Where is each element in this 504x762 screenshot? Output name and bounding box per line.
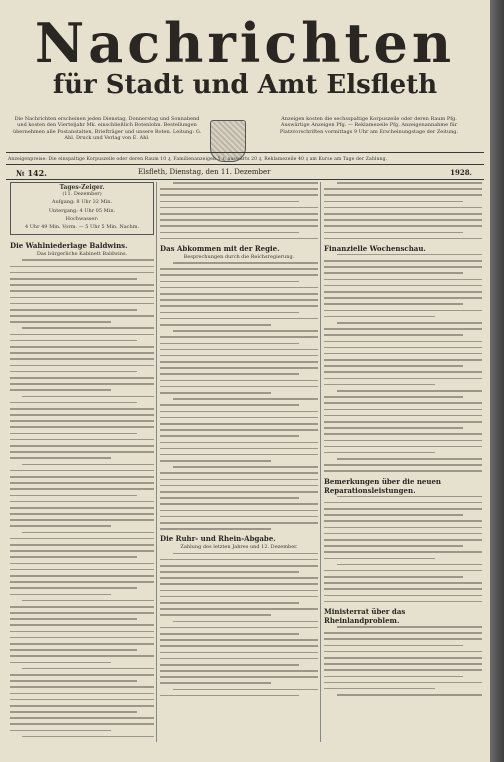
text-line [173, 182, 318, 184]
newspaper-subtitle: für Stadt und Amt Elsfleth [52, 70, 438, 100]
text-line [160, 225, 318, 227]
text-line [324, 682, 482, 684]
text-line [160, 293, 318, 295]
masthead [8, 10, 482, 146]
text-line [324, 570, 482, 572]
text-line [324, 520, 482, 522]
article-headline: Ministerrat über das Rheinlandproblem. [324, 607, 406, 625]
text-line [10, 693, 154, 695]
text-line [160, 194, 318, 196]
text-line [10, 272, 154, 274]
text-line [324, 384, 435, 386]
text-line [324, 303, 463, 305]
text-line [10, 352, 154, 354]
text-line [160, 645, 318, 647]
text-line [10, 717, 154, 719]
page-edge [490, 0, 504, 762]
text-line [324, 651, 482, 653]
issue-year: 1928. [450, 168, 472, 177]
text-line [173, 621, 318, 623]
text-line [10, 507, 154, 509]
text-line [160, 602, 299, 604]
text-line [22, 396, 154, 398]
text-line [160, 268, 318, 270]
text-line [160, 274, 318, 276]
text-line [10, 519, 154, 521]
text-line [10, 290, 154, 292]
text-line [324, 588, 482, 590]
text-line [10, 674, 154, 676]
text-line [160, 448, 318, 450]
text-line [160, 590, 318, 592]
text-line [160, 454, 318, 456]
text-line [324, 347, 482, 349]
text-line [10, 680, 137, 682]
text-line [10, 457, 111, 459]
article-body [160, 262, 318, 530]
text-line [10, 649, 137, 651]
text-line [160, 497, 299, 499]
text-line [324, 663, 482, 665]
column-middle [160, 182, 318, 701]
text-line [337, 322, 482, 324]
text-line [160, 676, 318, 678]
text-line [10, 420, 154, 422]
text-line [10, 402, 137, 404]
text-line [324, 232, 463, 234]
text-line [10, 451, 154, 453]
text-line [160, 318, 318, 320]
text-line [324, 582, 482, 584]
text-line [160, 392, 271, 394]
article-headline: Finanzielle Wochenschau. [324, 243, 426, 253]
text-line [10, 365, 154, 367]
text-line [160, 361, 318, 363]
text-line [10, 340, 137, 342]
text-line [10, 581, 154, 583]
text-line [337, 254, 482, 256]
text-line [160, 188, 318, 190]
text-line [324, 365, 463, 367]
text-line [324, 297, 482, 299]
text-line [324, 632, 482, 634]
text-line [160, 380, 318, 382]
text-line [337, 694, 482, 696]
text-line [160, 312, 299, 314]
text-line [10, 482, 154, 484]
text-line [173, 398, 318, 400]
text-line [337, 626, 482, 628]
text-line [160, 522, 318, 524]
text-line [160, 633, 299, 635]
text-line [324, 464, 482, 466]
text-line [160, 472, 318, 474]
text-line [10, 377, 154, 379]
text-line [324, 291, 482, 293]
text-line [160, 207, 318, 209]
text-line [10, 631, 154, 633]
text-line [10, 594, 111, 596]
text-line [160, 695, 299, 697]
text-line [10, 637, 154, 639]
text-line [324, 502, 482, 504]
text-line [324, 514, 463, 516]
text-line [160, 238, 318, 240]
text-line [10, 297, 154, 299]
text-line [10, 711, 137, 713]
text-line [160, 614, 271, 616]
text-line [324, 225, 482, 227]
text-line [160, 367, 318, 369]
article-body [160, 182, 318, 239]
text-line [10, 643, 154, 645]
text-line [324, 539, 482, 541]
text-line [160, 404, 299, 406]
tages-zeiger-box [10, 182, 154, 235]
text-line [324, 595, 482, 597]
text-line [160, 516, 318, 518]
text-line [324, 316, 435, 318]
issue-number: № 142. [16, 168, 47, 178]
text-line [324, 421, 482, 423]
text-line [324, 207, 482, 209]
text-line [324, 533, 482, 535]
text-line [173, 689, 318, 691]
newspaper-title: Nachrichten [34, 11, 456, 75]
text-line [324, 213, 482, 215]
text-line [324, 645, 463, 647]
text-line [324, 657, 482, 659]
text-line [10, 544, 154, 546]
text-line [10, 433, 137, 435]
text-line [10, 563, 154, 565]
article-headline: Das Abkommen mit der Regie. [160, 243, 280, 253]
text-line [324, 188, 482, 190]
text-line [324, 285, 482, 287]
text-line [10, 284, 154, 286]
text-line [10, 550, 154, 552]
column-right [324, 182, 482, 700]
text-line [160, 658, 318, 660]
text-line [324, 551, 482, 553]
text-line [173, 466, 318, 468]
text-line [324, 409, 482, 411]
text-line [160, 386, 318, 388]
text-line [160, 670, 318, 672]
divider [6, 179, 484, 180]
text-line [324, 201, 463, 203]
advertising-rates: Anzeigenpreise: Die einspaltige Korpuszeile oder deren Raum 10 ₰, Familienanzeigen 5 ₰, auswärts 20 ₰, Reklamezeile 40 ₰ am Kurse am Tage der Zahlung. [8, 157, 388, 162]
text-line [324, 638, 482, 640]
subscription-info: Die Nachrichten erscheinen jeden Dienstag, Donnerstag und Sonnabend und kosten den Vierteljahr Mk. einschließlich Botenlohn. Bestellungen übernehmen alle Postanstalten, Briefträger und unsere Boten. Leitung: G. Ahl. Druck und Verlag von E. Ahl. [12, 116, 202, 142]
article-body [160, 553, 318, 697]
text-line [324, 266, 482, 268]
text-line [10, 612, 154, 614]
text-line [22, 327, 154, 329]
text-line [160, 305, 318, 307]
text-line [324, 310, 482, 312]
article-body [324, 182, 482, 239]
text-line [324, 440, 482, 442]
text-line [10, 501, 154, 503]
text-line [324, 527, 482, 529]
text-line [324, 688, 435, 690]
text-line [337, 458, 482, 460]
text-line [10, 278, 137, 280]
text-line [10, 723, 154, 725]
text-line [324, 194, 482, 196]
article-headline: Die Wahlniederlage Baldwins. [10, 241, 128, 251]
text-line [324, 219, 482, 221]
text-line [10, 587, 137, 589]
column-left [10, 182, 154, 742]
text-line [10, 358, 154, 360]
text-line [324, 669, 482, 671]
text-line [160, 479, 318, 481]
text-line [160, 565, 318, 567]
article-body [324, 626, 482, 696]
article-subheadline: Das bürgerliche Kabinett Baldwins. [36, 251, 128, 258]
text-line [160, 435, 299, 437]
text-line [160, 528, 271, 530]
text-line [160, 627, 318, 629]
text-line [10, 699, 154, 701]
text-line [160, 281, 299, 283]
text-line [324, 359, 482, 361]
text-line [324, 446, 482, 448]
text-line [337, 390, 482, 392]
text-line [10, 606, 154, 608]
text-line [324, 558, 435, 560]
text-line [324, 328, 482, 330]
text-line [160, 417, 318, 419]
text-line [160, 682, 271, 684]
text-line [324, 353, 482, 355]
text-line [160, 652, 318, 654]
text-line [160, 460, 271, 462]
text-line [324, 427, 463, 429]
text-line [324, 545, 463, 547]
text-line [160, 559, 318, 561]
text-line [324, 238, 482, 240]
text-line [160, 664, 299, 666]
text-line [160, 491, 318, 493]
text-line [10, 525, 111, 527]
text-line [324, 334, 463, 336]
text-line [160, 503, 318, 505]
text-line [160, 373, 299, 375]
text-line [10, 266, 154, 268]
text-line [22, 736, 154, 738]
text-line [160, 442, 318, 444]
divider [6, 152, 484, 153]
text-line [22, 600, 154, 602]
text-line [324, 433, 482, 435]
text-line [10, 575, 154, 577]
text-line [324, 576, 463, 578]
text-line [10, 315, 154, 317]
article-body [324, 496, 482, 603]
text-line [160, 510, 318, 512]
text-line [160, 571, 299, 573]
text-line [10, 618, 137, 620]
text-line [22, 464, 154, 466]
column-divider [156, 182, 157, 742]
text-line [10, 730, 111, 732]
text-line [160, 485, 318, 487]
text-line [160, 336, 318, 338]
text-line [324, 396, 463, 398]
text-line [10, 705, 154, 707]
text-line [324, 341, 482, 343]
text-line [324, 272, 463, 274]
text-line [160, 287, 318, 289]
text-line [160, 577, 318, 579]
text-line [22, 259, 154, 261]
text-line [324, 279, 482, 281]
text-line [160, 232, 299, 234]
text-line [160, 201, 299, 203]
text-line [324, 402, 482, 404]
article-subheadline: Besprechungen durch die Reichsregierung. [183, 253, 295, 260]
box-line: Hochwasser: [65, 215, 99, 222]
text-line [10, 624, 154, 626]
text-line [160, 583, 318, 585]
text-line [160, 639, 318, 641]
text-line [10, 569, 154, 571]
text-line [22, 668, 154, 670]
text-line [160, 219, 318, 221]
text-line [10, 414, 154, 416]
text-line [324, 676, 463, 678]
divider [6, 164, 484, 165]
text-line [160, 411, 318, 413]
text-line [324, 260, 482, 262]
box-line: 4 Uhr 49 Min. Vorm. — 5 Uhr 5 Min. Nachm. [24, 224, 140, 231]
text-line [10, 470, 154, 472]
text-line [324, 470, 482, 472]
text-line [173, 330, 318, 332]
text-line [324, 371, 482, 373]
text-line [10, 495, 137, 497]
column-divider [320, 182, 321, 742]
box-line: Untergang: 4 Uhr 05 Min. [48, 207, 116, 214]
box-title: Tages-Zeiger. [59, 184, 105, 191]
text-line [160, 355, 318, 357]
text-line [324, 415, 482, 417]
text-line [10, 513, 154, 515]
text-line [160, 324, 271, 326]
dateline [8, 168, 482, 178]
text-line [10, 309, 137, 311]
text-line [324, 452, 435, 454]
text-line [160, 299, 318, 301]
text-line [10, 334, 154, 336]
text-line [10, 538, 154, 540]
text-line [160, 608, 318, 610]
article-subheadline: Zahlung des letzten Jahres und 12. Dezember. [180, 544, 298, 551]
place-date: Elsfleth, Dienstag, den 11. Dezember [138, 168, 271, 176]
box-line: Aufgang: 8 Uhr 32 Min. [51, 199, 113, 206]
text-line [10, 556, 137, 558]
box-date: (11. Dezember) [62, 191, 102, 198]
text-line [173, 553, 318, 555]
text-line [10, 303, 154, 305]
advertising-info: Anzeigen kosten die sechsspaltige Korpuszeile oder deren Raum Pfg. Auswärtige Anzeigen Pfg. — Reklamezeile Pfg. Anzeigenannahme für Platzvorschriften vormittags 9 Uhr am Erscheinungstage der Zeitung. [279, 116, 459, 135]
text-line [160, 596, 318, 598]
text-line [173, 262, 318, 264]
text-line [10, 408, 154, 410]
text-line [10, 346, 154, 348]
text-line [10, 655, 154, 657]
text-line [324, 508, 482, 510]
text-line [10, 389, 111, 391]
article-headline: Die Ruhr- und Rhein-Abgabe. [160, 534, 276, 544]
text-line [10, 445, 154, 447]
text-line [10, 321, 111, 323]
text-line [160, 213, 318, 215]
text-line [337, 496, 482, 498]
text-line [324, 378, 482, 380]
text-line [10, 662, 111, 664]
article-body [10, 259, 154, 737]
text-line [160, 429, 318, 431]
text-line [337, 564, 482, 566]
text-line [160, 343, 299, 345]
text-line [10, 371, 137, 373]
text-line [10, 488, 154, 490]
text-line [10, 383, 154, 385]
text-line [10, 686, 154, 688]
article-headline: Bemerkungen über die neuen Reparationsleistungen. [324, 476, 442, 495]
text-line [10, 439, 154, 441]
text-line [160, 423, 318, 425]
text-line [22, 532, 154, 534]
text-line [324, 601, 482, 603]
article-body [324, 254, 482, 472]
text-line [160, 349, 318, 351]
text-line [337, 182, 482, 184]
text-line [10, 476, 154, 478]
text-line [10, 426, 154, 428]
